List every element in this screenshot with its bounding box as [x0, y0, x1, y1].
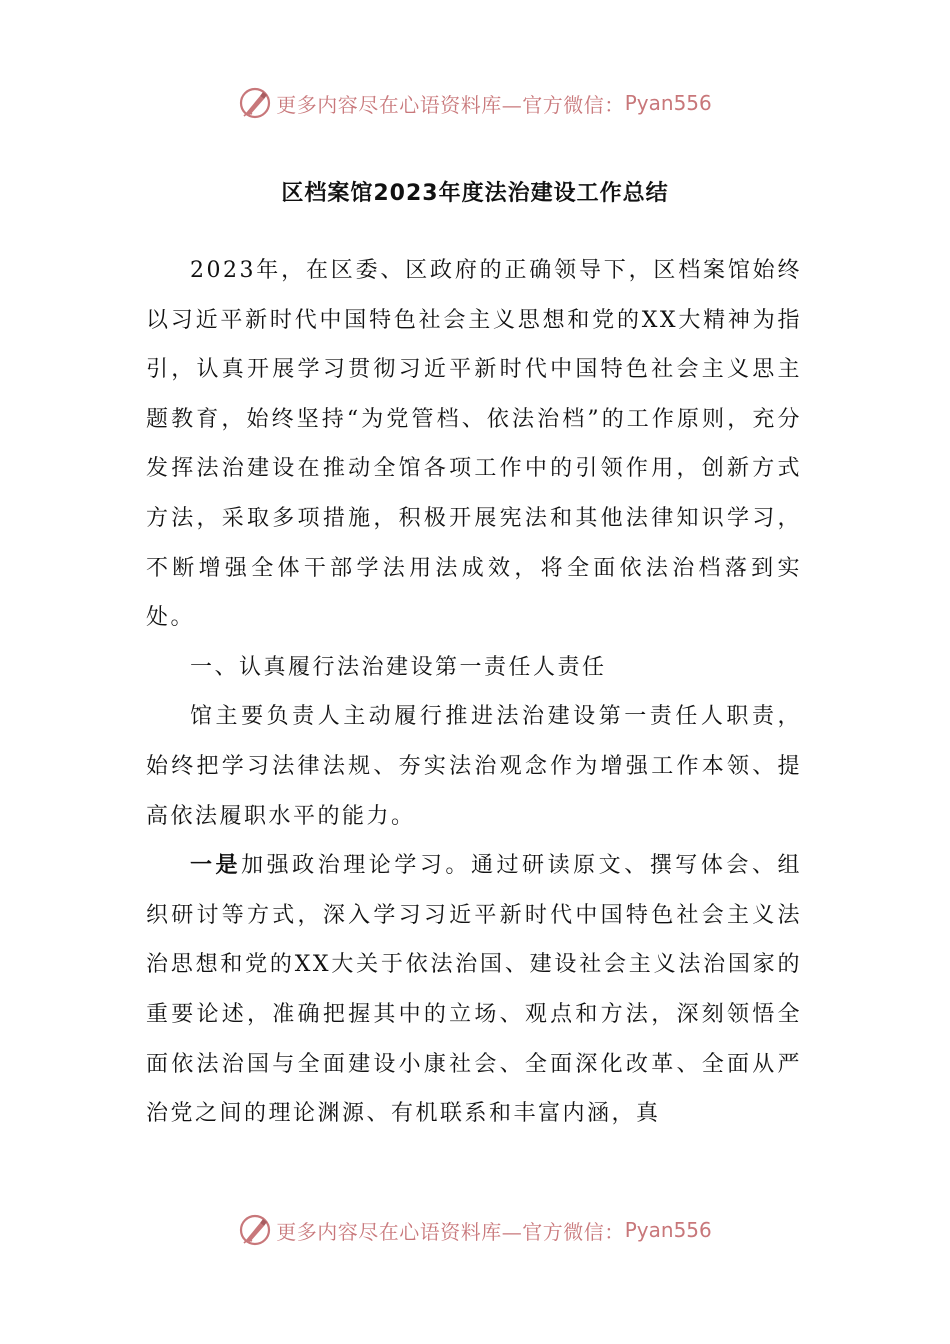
paragraph-text: 馆主要负责人主动履行推进法治建设第一责任人职责，始终把学习法律法规、夯实法治观念作为增强工作本领、提高依法履职水平的能力。 — [146, 704, 802, 829]
watermark-wechat-id: Pyan556 — [624, 1218, 712, 1242]
document-body — [146, 246, 802, 1139]
paragraph-text: 加强政治理论学习。通过研读原文、撰写体会、组织研讨等方式，深入学习习近平新时代中国特色社会主义法治思想和党的XX大关于依法治国、建设社会主义法治国家的重要论述，准确把握其中的立场、观点和方法，深刻领悟全面依法治国与全面建设小康社会、全面深化改革、全面从严治党之间的理论渊源、有机联系和丰富内涵，真 — [146, 853, 802, 1127]
watermark-banner-bottom — [0, 1210, 950, 1250]
paragraph — [146, 841, 802, 1139]
section-heading — [146, 643, 802, 693]
watermark-text: 更多内容尽在心语资料库—官方微信： — [276, 1219, 625, 1244]
watermark-text: 更多内容尽在心语资料库—官方微信： — [276, 92, 625, 117]
pen-logo-icon — [238, 86, 272, 120]
paragraph — [146, 246, 802, 643]
watermark-banner-top — [0, 83, 950, 123]
paragraph-text: 2023年，在区委、区政府的正确领导下，区档案馆始终以习近平新时代中国特色社会主义思想和党的XX大精神为指引，认真开展学习贯彻习近平新时代中国特色社会主义思主题教育，始终坚持“为党管档、依法治档”的工作原则，充分发挥法治建设在推动全馆各项工作中的引领作用，创新方式方法，采取多项措施，积极开展宪法和其他法律知识学习，不断增强全体干部学法用法成效，将全面依法治档落到实处。 — [146, 258, 802, 631]
section-heading-text: 一、认真履行法治建设第一责任人责任 — [190, 654, 607, 680]
document-title: 区档案馆2023年度法治建设工作总结 — [281, 181, 669, 206]
watermark-wechat-id: Pyan556 — [624, 91, 712, 115]
pen-logo-icon — [238, 1213, 272, 1247]
paragraph-lead: 一是 — [190, 853, 242, 879]
paragraph — [146, 692, 802, 841]
